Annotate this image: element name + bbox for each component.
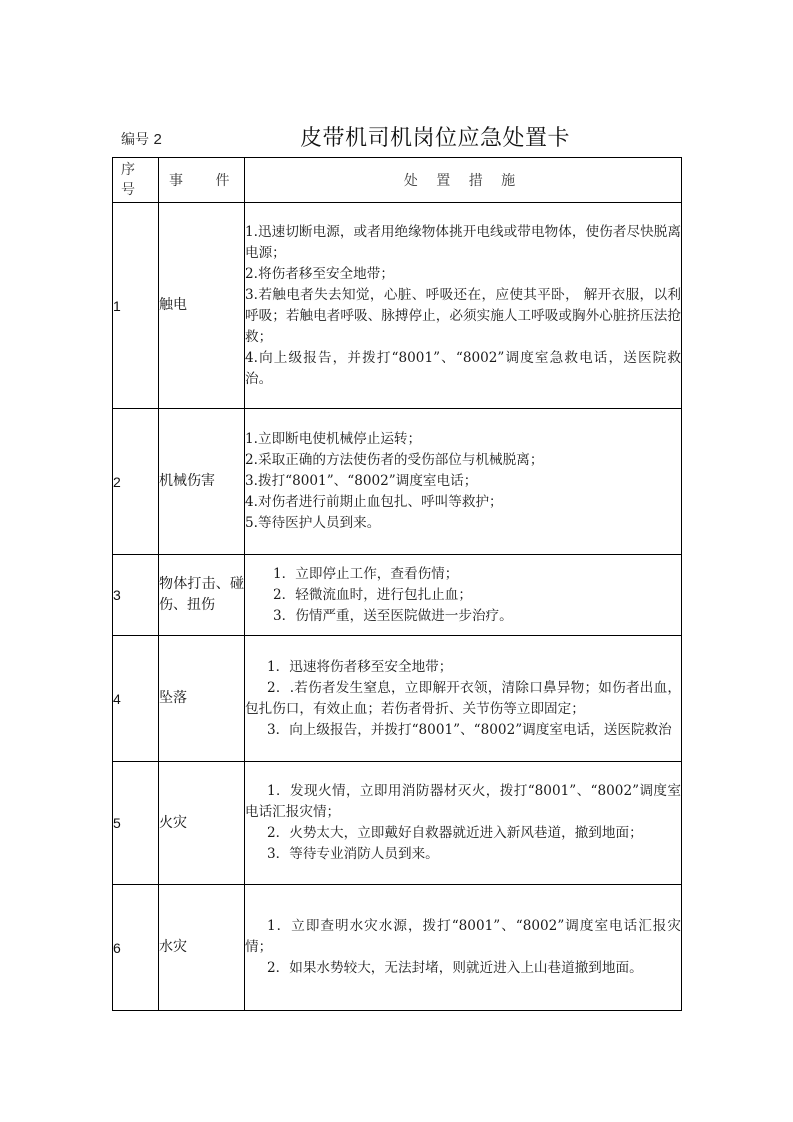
document-number-value: 2 xyxy=(153,131,162,148)
table-row xyxy=(113,409,682,555)
row-measures xyxy=(245,203,682,409)
table-row xyxy=(113,555,682,636)
measure-item: 4.对伤者进行前期止血包扎、呼叫等救护； xyxy=(245,494,503,510)
document-title: 皮带机司机岗位应急处置卡 xyxy=(300,126,571,151)
table-row xyxy=(113,885,682,1011)
row-event: 机械伤害 xyxy=(159,409,245,555)
row-seq: 2 xyxy=(113,409,159,555)
emergency-response-table xyxy=(112,157,682,1011)
measure-item: 3．伤情严重，送至医院做进一步治疗。 xyxy=(273,607,513,624)
row-seq: 1 xyxy=(113,203,159,409)
measure-item: 2.采取正确的方法使伤者的受伤部位与机械脱离； xyxy=(245,452,544,468)
measure-item: 3．向上级报告，并拨打“8001”、“8002”调度室电话，送医院救治 xyxy=(267,721,672,738)
row-event: 触电 xyxy=(159,203,245,409)
row-event: 物体打击、碰伤、扭伤 xyxy=(159,555,245,636)
row-seq: 4 xyxy=(113,636,159,762)
table-row xyxy=(113,762,682,885)
row-measures xyxy=(245,762,682,885)
measure-item: 1．迅速将伤者移至安全地带； xyxy=(267,658,453,675)
document-number xyxy=(121,131,162,149)
header-event: 事 件 xyxy=(159,158,245,203)
table-row xyxy=(113,636,682,762)
row-measures xyxy=(245,555,682,636)
row-measures xyxy=(245,885,682,1011)
measure-item: 2．火势太大，立即戴好自救器就近进入新风巷道，撤到地面； xyxy=(267,825,643,841)
row-seq: 6 xyxy=(113,885,159,1011)
measure-item: 5.等待医护人员到来。 xyxy=(245,515,381,531)
row-seq: 3 xyxy=(113,555,159,636)
measure-item: 4.向上级报告，并拨打“8001”、“8002”调度室急救电话，送医院救治。 xyxy=(245,349,681,387)
document-number-label: 编号 xyxy=(121,132,149,148)
row-event: 坠落 xyxy=(159,636,245,762)
measure-item: 2．.若伤者发生窒息，立即解开衣领，清除口鼻异物；如伤者出血，包扎伤口，有效止血；若伤者骨折、关节伤等立即固定； xyxy=(245,679,681,717)
measure-item: 3.拨打“8001”、“8002”调度室电话； xyxy=(245,473,478,489)
row-seq: 5 xyxy=(113,762,159,885)
header-seq: 序号 xyxy=(113,158,159,203)
measure-item: 2．如果水势较大，无法封堵，则就近进入上山巷道撤到地面。 xyxy=(267,960,643,976)
measure-item: 1．发现火情，立即用消防器材灭火，拨打“8001”、“8002”调度室电话汇报灾情； xyxy=(245,783,681,820)
row-measures xyxy=(245,409,682,555)
table-row xyxy=(113,203,682,409)
measure-item: 3．等待专业消防人员到来。 xyxy=(267,846,439,862)
header-measures: 处 置 措 施 xyxy=(245,158,682,203)
row-event: 水灾 xyxy=(159,885,245,1011)
measure-item: 1．立即查明水灾水源，拨打“8001”、“8002”调度室电话汇报灾情； xyxy=(245,918,681,955)
measure-item: 2.将伤者移至安全地带； xyxy=(245,265,394,282)
measure-item: 3.若触电者失去知觉，心脏、呼吸还在，应使其平卧， 解开衣服，以利呼吸；若触电者呼吸、脉搏停止，必须实施人工呼吸或胸外心脏挤压法抢救； xyxy=(245,286,681,345)
measure-item: 1．立即停止工作，查看伤情； xyxy=(273,565,459,582)
row-measures xyxy=(245,636,682,762)
table-header-row xyxy=(113,158,682,203)
measure-item: 2．轻微流血时，进行包扎止血； xyxy=(273,586,472,603)
measure-item: 1.立即断电使机械停止运转； xyxy=(245,431,422,447)
measure-item: 1.迅速切断电源，或者用绝缘物体挑开电线或带电物体，使伤者尽快脱离电源； xyxy=(245,223,681,261)
row-event: 火灾 xyxy=(159,762,245,885)
